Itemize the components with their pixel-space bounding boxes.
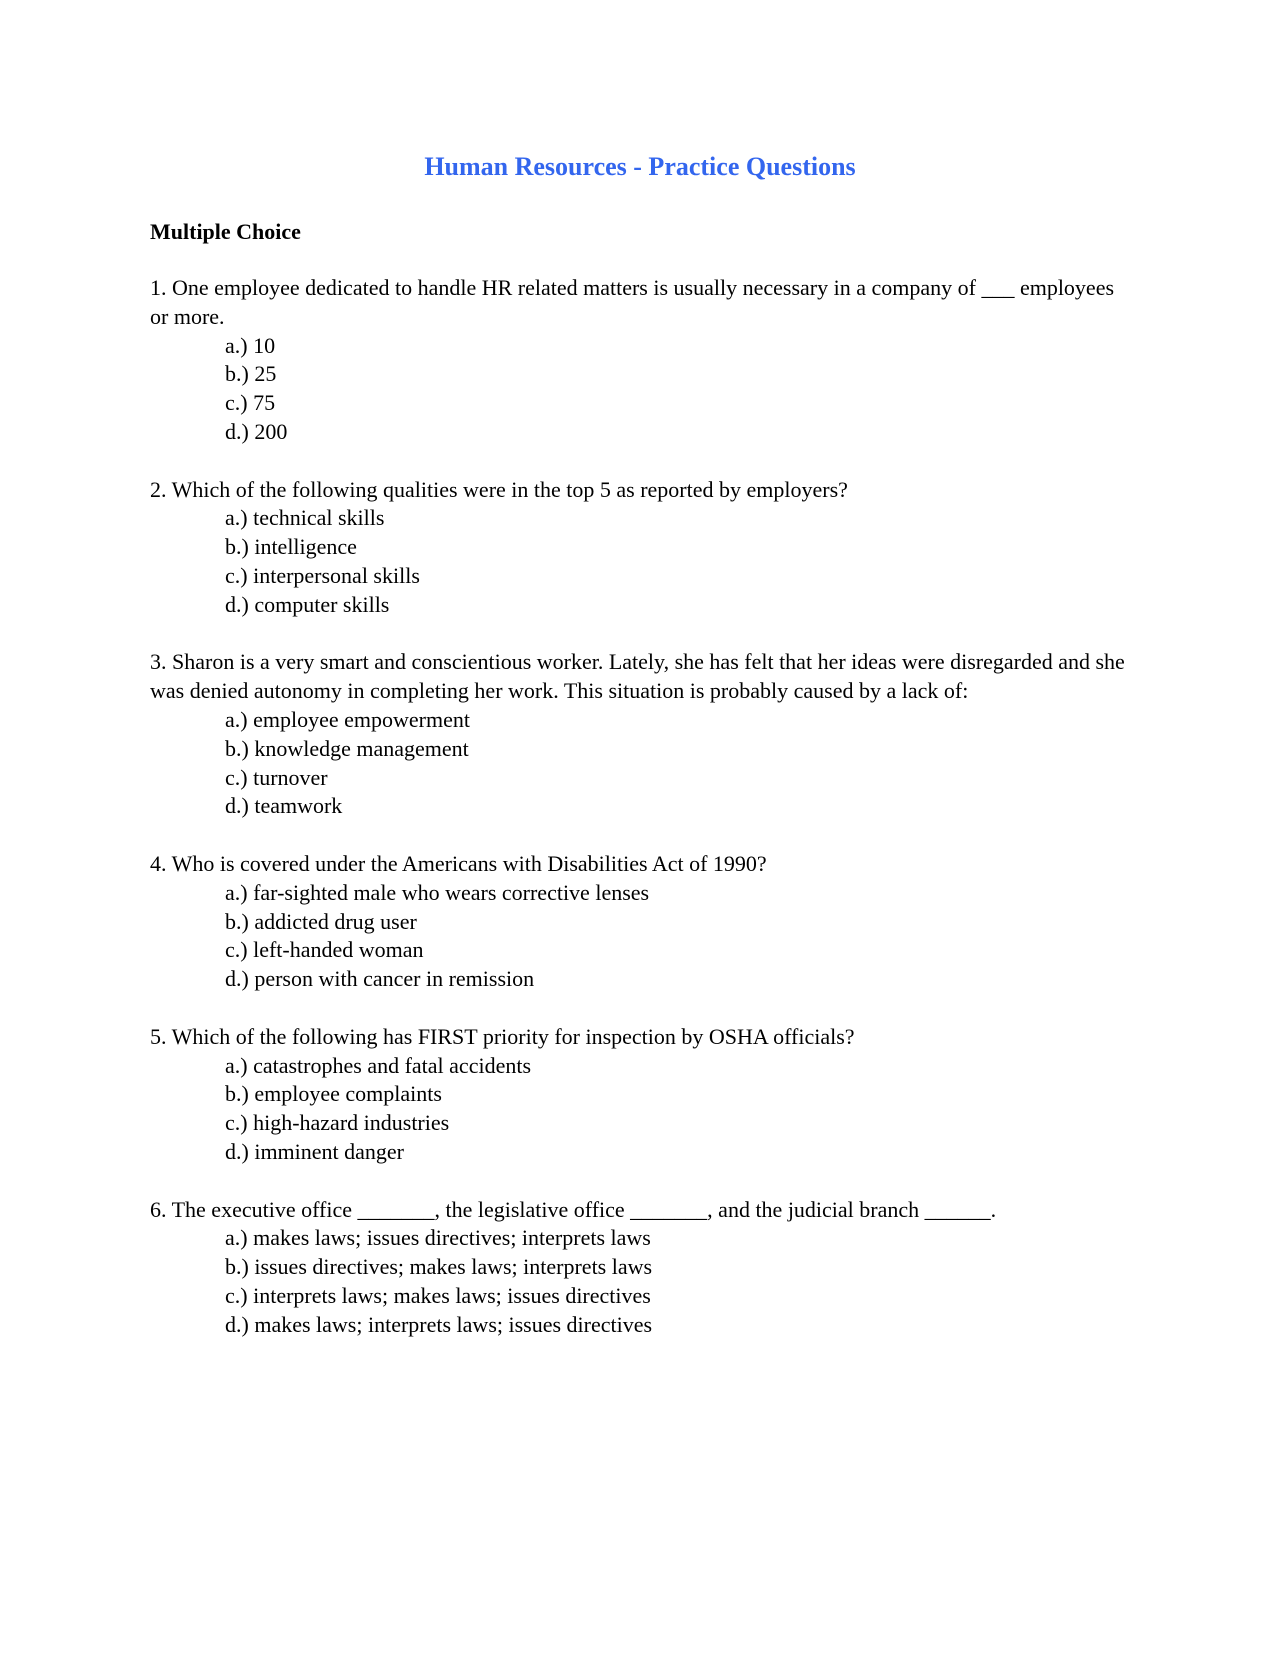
answer-option: d.) imminent danger (225, 1138, 405, 1164)
answer-options (150, 706, 1130, 821)
answer-options (150, 504, 1130, 619)
answer-option: c.) high-hazard industries (225, 1110, 450, 1136)
answer-option: c.) interprets laws; makes laws; issues directives (225, 1282, 651, 1308)
section-heading: Multiple Choice (150, 219, 301, 244)
question-text: 3. Sharon is a very smart and conscientious worker. Lately, she has felt that her ideas were disregarded and she was denied autonomy in completing her work. This situation is probably caused by a lack of: (150, 649, 1125, 704)
question-5 (150, 1023, 1130, 1167)
answer-option: d.) teamwork (225, 793, 343, 819)
question-6 (150, 1196, 1130, 1340)
question-1 (150, 274, 1130, 447)
answer-option: b.) addicted drug user (225, 908, 417, 934)
answer-option: b.) intelligence (225, 534, 357, 560)
question-4 (150, 850, 1130, 994)
answer-options (150, 879, 1130, 994)
question-2 (150, 476, 1130, 620)
answer-option: a.) technical skills (225, 505, 385, 531)
question-3 (150, 648, 1130, 821)
question-list (150, 274, 1130, 1368)
answer-option: a.) 10 (225, 332, 276, 358)
answer-options (150, 332, 1130, 447)
answer-option: d.) computer skills (225, 591, 390, 617)
answer-option: b.) 25 (225, 361, 277, 387)
page-title: Human Resources - Practice Questions (424, 152, 856, 181)
answer-option: b.) knowledge management (225, 735, 469, 761)
answer-option: a.) catastrophes and fatal accidents (225, 1052, 532, 1078)
answer-option: c.) 75 (225, 390, 276, 416)
answer-option: d.) 200 (225, 418, 288, 444)
question-text: 1. One employee dedicated to handle HR related matters is usually necessary in a company of ___ employees or more. (150, 275, 1115, 329)
answer-option: c.) turnover (225, 764, 328, 790)
answer-option: c.) interpersonal skills (225, 562, 420, 588)
answer-option: b.) issues directives; makes laws; interprets laws (225, 1254, 653, 1280)
answer-option: a.) makes laws; issues directives; interprets laws (225, 1225, 651, 1251)
answer-options (150, 1224, 1130, 1339)
answer-option: a.) far-sighted male who wears corrective lenses (225, 879, 650, 905)
question-text: 6. The executive office _______, the legislative office _______, and the judicial branch ______. (150, 1196, 997, 1222)
question-text: 2. Which of the following qualities were in the top 5 as reported by employers? (150, 476, 848, 502)
answer-option: d.) person with cancer in remission (225, 966, 535, 992)
answer-option: a.) employee empowerment (225, 706, 470, 732)
question-text: 4. Who is covered under the Americans with Disabilities Act of 1990? (150, 850, 767, 876)
answer-option: d.) makes laws; interprets laws; issues directives (225, 1311, 653, 1337)
answer-option: b.) employee complaints (225, 1081, 442, 1107)
question-text: 5. Which of the following has FIRST priority for inspection by OSHA officials? (150, 1023, 855, 1049)
answer-options (150, 1052, 1130, 1167)
answer-option: c.) left-handed woman (225, 937, 424, 963)
